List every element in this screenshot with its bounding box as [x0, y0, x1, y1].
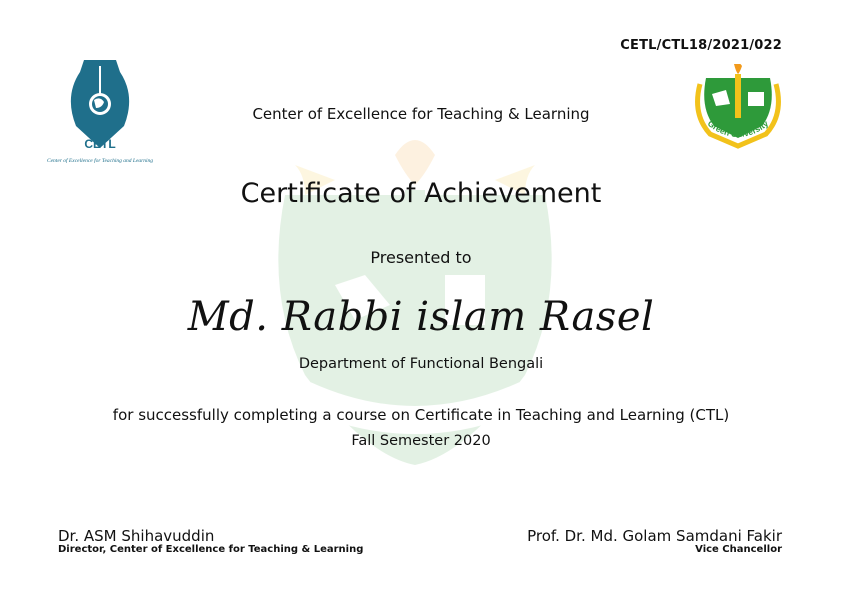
right-signatory-name: Prof. Dr. Md. Golam Samdani Fakir: [527, 527, 782, 545]
recipient-department: Department of Functional Bengali: [298, 356, 544, 372]
cetl-logo-caption: Center of Excellence for Teaching and Learning: [46, 158, 154, 164]
left-signatory-title: Director, Center of Excellence for Teaching & Learning: [58, 544, 364, 555]
left-signatory-name: Dr. ASM Shihavuddin: [58, 527, 215, 545]
completion-statement: for successfully completing a course on Certificate in Teaching and Learning (CTL): [112, 406, 730, 424]
presented-to-label: Presented to: [370, 248, 472, 267]
right-signatory-title: Vice Chancellor: [695, 544, 782, 555]
certificate-title: Certificate of Achievement: [240, 178, 602, 209]
center-name: Center of Excellence for Teaching & Learning: [252, 105, 590, 123]
recipient-name: Md. Rabbi islam Rasel: [187, 294, 655, 340]
pen-nib-globe-icon: [71, 60, 129, 148]
cetl-logo-text: CETL: [84, 137, 116, 151]
semester: Fall Semester 2020: [351, 433, 491, 449]
green-university-logo-text: Green University: [705, 118, 771, 140]
reference-number: CETL/CTL18/2021/022: [620, 38, 782, 53]
